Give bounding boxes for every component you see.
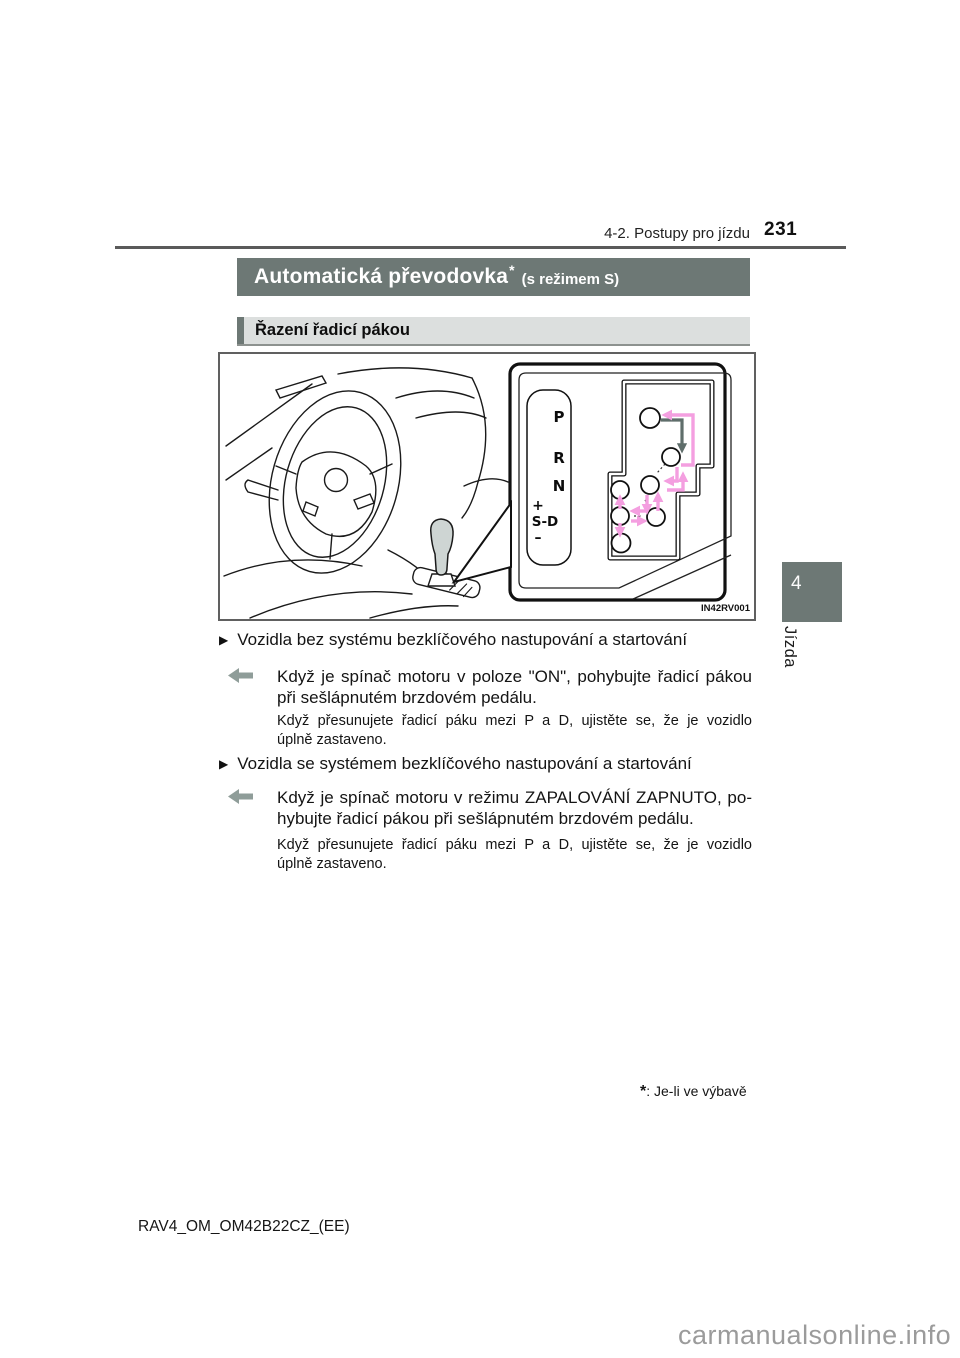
bullet-triangle-icon: ▶ <box>219 633 229 647</box>
circle-n <box>641 476 659 494</box>
bullet-triangle-icon: ▶ <box>219 757 229 771</box>
footnote-text: : Je-li ve výbavě <box>646 1083 747 1099</box>
document-code: RAV4_OM_OM42B22CZ_(EE) <box>138 1218 350 1235</box>
stalk <box>245 480 278 500</box>
gear-shift-figure <box>218 352 756 621</box>
shift-pattern-panel <box>510 364 731 600</box>
dash-vent <box>276 376 326 398</box>
label-p: P <box>553 408 565 426</box>
circle-d <box>647 508 665 526</box>
circle-r <box>662 448 680 466</box>
pointer-arrow-icon <box>228 668 253 683</box>
steering-wheel <box>249 375 421 589</box>
footnote <box>640 1083 747 1101</box>
callout-wedge <box>454 503 511 582</box>
label-plus: + <box>532 498 544 514</box>
shift-boot <box>428 574 455 586</box>
steering-logo-circle <box>325 469 348 492</box>
circle-plus <box>611 481 629 499</box>
figure-code: IN42RV001 <box>701 603 750 614</box>
bullet-item-1 <box>219 630 759 650</box>
watermark: carmanualsonline.info <box>678 1320 952 1350</box>
title-banner <box>237 258 750 296</box>
label-r: R <box>553 449 565 467</box>
title-text: Automatická převodovka <box>254 265 509 288</box>
note-1-line-2: úplně zastaveno. <box>277 732 387 748</box>
title-suffix: (s režimem S) <box>521 270 620 288</box>
circle-minus <box>612 534 631 553</box>
steering-hub <box>296 452 376 536</box>
title-asterisk: * <box>509 262 515 278</box>
label-minus: – <box>534 530 542 546</box>
bullet-heading: Vozidla bez systému bezklíčového nastupování a startování <box>237 630 688 649</box>
shift-lever-knob <box>431 519 453 575</box>
note-2 <box>277 836 752 874</box>
header-rule <box>115 246 846 249</box>
gear-shift-illustration <box>220 354 754 619</box>
note-1-line-1: Když přesunujete řadicí páku mezi P a D, ujistěte se, že je vozidlo <box>277 713 752 729</box>
label-n: N <box>552 477 566 495</box>
chapter-tab <box>782 562 842 622</box>
note-1 <box>277 712 752 750</box>
label-sd: S-D <box>531 514 559 530</box>
section-header-label: Řazení řadicí pákou <box>255 321 410 339</box>
chapter-tab-number: 4 <box>791 573 802 594</box>
note-2-line-1: Když přesunujete řadicí páku mezi P a D, ujistěte se, že je vozidlo <box>277 837 752 853</box>
running-header-title: 4-2. Postupy pro jízdu <box>604 225 750 242</box>
instruction-1-line-1: Když je spínač motoru v poloze "ON", pohybujte řadicí pákou <box>277 667 752 686</box>
note-2-line-2: úplně zastaveno. <box>277 856 387 872</box>
a-pillar-line <box>472 378 486 482</box>
circle-p <box>640 408 660 428</box>
section-header <box>237 317 750 346</box>
bullet-item-2 <box>219 754 759 774</box>
footnote-asterisk: * <box>640 1083 647 1100</box>
instruction-2 <box>277 787 752 829</box>
page-number: 231 <box>764 219 798 240</box>
pointer-arrow-icon <box>228 789 253 804</box>
circle-s <box>611 507 629 525</box>
dashboard-scene <box>224 368 508 618</box>
instruction-1 <box>277 666 752 708</box>
bullet-heading: Vozidla se systémem bezklíčového nastupování a startování <box>237 754 692 773</box>
section-header-accent-bar <box>237 317 244 344</box>
instruction-2-line-2: hybujte řadicí pákou při sešlápnutém brzdovém pedálu. <box>277 809 694 828</box>
instruction-2-line-1: Když je spínač motoru v režimu ZAPALOVÁNÍ ZAPNUTO, po- <box>277 788 752 807</box>
instruction-1-line-2: při sešlápnutém brzdovém pedálu. <box>277 688 537 707</box>
chapter-tab-label: Jízda <box>781 626 799 668</box>
